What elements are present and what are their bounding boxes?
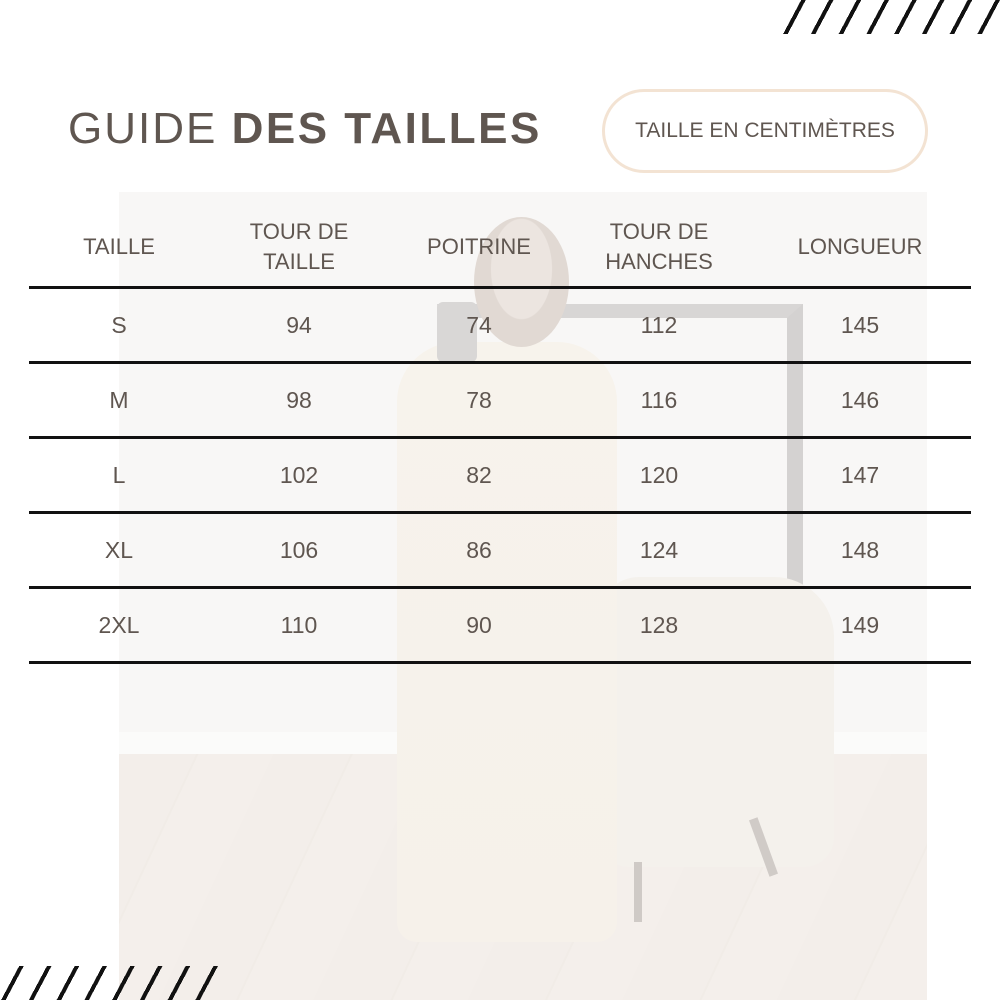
cell-waist: 98 xyxy=(209,363,389,438)
size-table xyxy=(29,208,971,664)
table-row xyxy=(29,363,971,438)
table-header-row xyxy=(29,208,971,288)
cell-length: 147 xyxy=(749,438,971,513)
table-row xyxy=(29,588,971,663)
cell-size: S xyxy=(29,288,209,363)
table-row xyxy=(29,438,971,513)
cell-hips: 124 xyxy=(569,513,749,588)
cell-waist: 102 xyxy=(209,438,389,513)
header-text: TOUR DE xyxy=(249,219,349,244)
cell-hips: 128 xyxy=(569,588,749,663)
header-text: LONGUEUR xyxy=(797,234,923,259)
column-header-waist xyxy=(209,208,389,288)
table-row xyxy=(29,513,971,588)
column-header-size xyxy=(29,208,209,288)
cell-hips: 120 xyxy=(569,438,749,513)
cell-chest: 90 xyxy=(389,588,569,663)
title-bold: DES TAILLES xyxy=(231,104,542,153)
title-light: GUIDE xyxy=(68,104,218,153)
cell-chest: 78 xyxy=(389,363,569,438)
column-header-hips xyxy=(569,208,749,288)
cell-waist: 106 xyxy=(209,513,389,588)
header-text: TOUR DE xyxy=(609,219,709,244)
photo-chair-leg xyxy=(634,862,642,922)
cell-size: XL xyxy=(29,513,209,588)
unit-badge xyxy=(602,89,928,173)
cell-length: 148 xyxy=(749,513,971,588)
unit-label: TAILLE EN CENTIMÈTRES xyxy=(635,119,895,142)
cell-hips: 112 xyxy=(569,288,749,363)
table-row xyxy=(29,288,971,363)
cell-chest: 86 xyxy=(389,513,569,588)
cell-chest: 82 xyxy=(389,438,569,513)
cell-length: 149 xyxy=(749,588,971,663)
header-text: TAILLE xyxy=(263,249,335,274)
column-header-length xyxy=(749,208,971,288)
header-text: TAILLE xyxy=(83,234,155,259)
cell-size: M xyxy=(29,363,209,438)
header-text: POITRINE xyxy=(427,234,531,259)
header-text: HANCHES xyxy=(605,249,713,274)
cell-chest: 74 xyxy=(389,288,569,363)
cell-hips: 116 xyxy=(569,363,749,438)
page-title xyxy=(68,104,542,154)
column-header-chest xyxy=(389,208,569,288)
decorative-stripes-icon xyxy=(0,966,218,1000)
cell-length: 146 xyxy=(749,363,971,438)
cell-size: 2XL xyxy=(29,588,209,663)
cell-size: L xyxy=(29,438,209,513)
cell-waist: 110 xyxy=(209,588,389,663)
cell-waist: 94 xyxy=(209,288,389,363)
decorative-stripes-icon xyxy=(780,0,1000,34)
cell-length: 145 xyxy=(749,288,971,363)
